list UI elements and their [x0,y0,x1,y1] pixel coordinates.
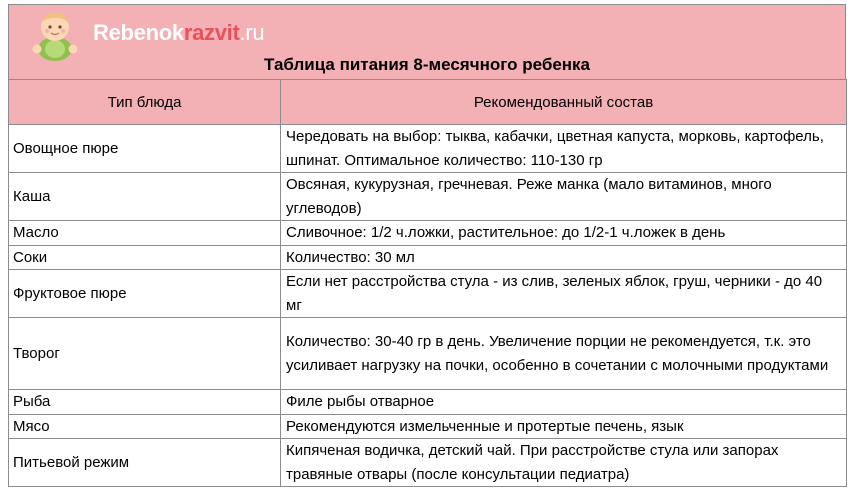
cell-composition: Филе рыбы отварное [281,390,847,415]
table-row [9,318,847,390]
table-row [9,270,847,318]
table-row [9,439,847,487]
table-row [9,173,847,221]
cell-composition: Если нет расстройства стула - из слив, зеленых яблок, груш, черники - до 40 мг [281,270,847,318]
cell-dish: Питьевой режим [9,439,281,487]
table-row [9,245,847,270]
table-header-banner [8,4,846,79]
nutrition-table [8,79,847,487]
logo-text-part2: razvit [183,20,240,45]
cell-composition: Чередовать на выбор: тыква, кабачки, цветная капуста, морковь, картофель, шпинат. Оптимальное количество: 110-130 гр [281,125,847,173]
logo-text [93,20,264,46]
column-header-dish: Тип блюда [9,80,281,125]
cell-dish: Каша [9,173,281,221]
cell-dish: Мясо [9,414,281,439]
cell-composition: Количество: 30-40 гр в день. Увеличение порции не рекомендуется, т.к. это усиливает нагрузку на почки, особенно в сочетании с молочными продуктами [281,318,847,390]
nutrition-sheet [8,4,846,487]
table-row [9,221,847,246]
table-row [9,125,847,173]
cell-composition: Рекомендуются измельченные и протертые печень, язык [281,414,847,439]
baby-mascot-icon [25,5,85,61]
table-header-row [9,80,847,125]
cell-composition: Овсяная, кукурузная, гречневая. Реже манка (мало витаминов, много углеводов) [281,173,847,221]
column-header-composition: Рекомендованный состав [281,80,847,125]
logo-text-part1: Rebenok [93,20,184,45]
table-title: Таблица питания 8-месячного ребенка [263,55,591,74]
cell-dish: Соки [9,245,281,270]
cell-dish: Творог [9,318,281,390]
logo-text-domain: .ru [239,20,265,45]
cell-composition: Количество: 30 мл [281,245,847,270]
cell-composition: Сливочное: 1/2 ч.ложки, растительное: до 1/2-1 ч.ложек в день [281,221,847,246]
cell-dish: Масло [9,221,281,246]
cell-dish: Рыба [9,390,281,415]
site-logo[interactable] [25,5,264,61]
table-row [9,390,847,415]
cell-composition: Кипяченая водичка, детский чай. При расстройстве стула или запорах травяные отвары (после консультации педиатра) [281,439,847,487]
cell-dish: Овощное пюре [9,125,281,173]
cell-dish: Фруктовое пюре [9,270,281,318]
table-row [9,414,847,439]
